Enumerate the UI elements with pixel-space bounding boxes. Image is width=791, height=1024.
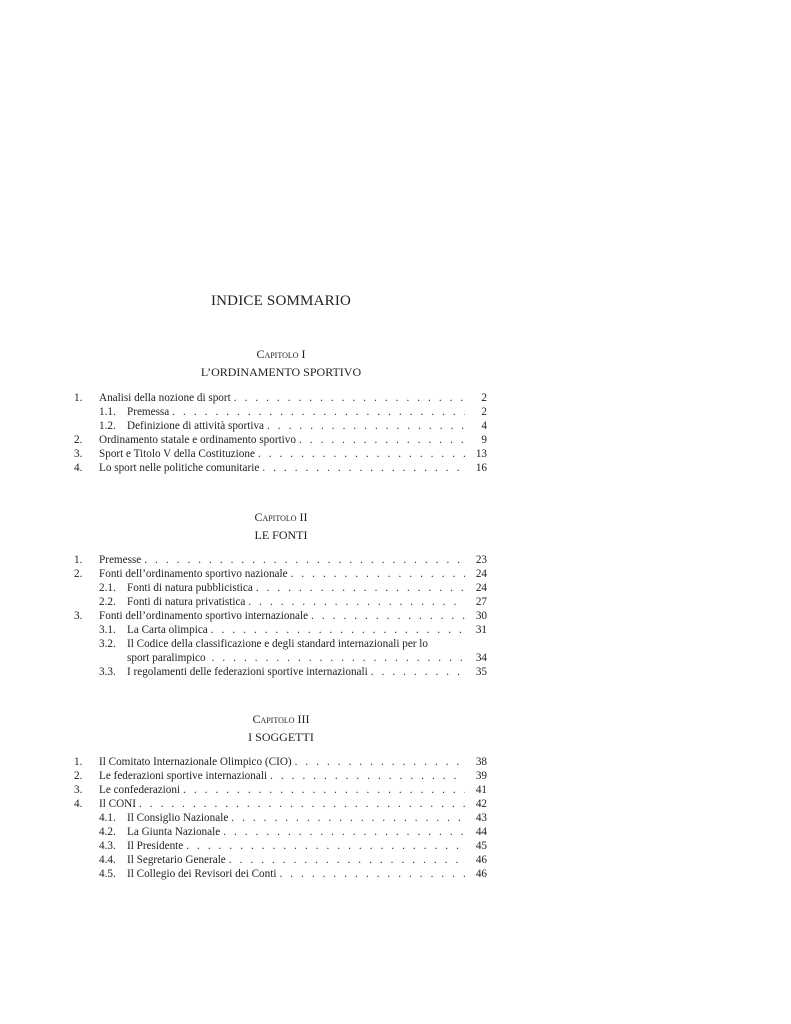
entry-page: 41 (475, 784, 487, 796)
entry-number: 4.3. (99, 840, 116, 852)
dot-leader (296, 433, 465, 447)
entry-title: Fonti dell’ordinamento sportivo internazionale (99, 610, 309, 622)
toc-entry (74, 665, 487, 679)
dot-leader (208, 623, 465, 637)
chapter-heading (0, 347, 562, 380)
toc-entry (74, 405, 487, 419)
entry-title: Il Collegio dei Revisori dei Conti (127, 868, 277, 880)
entry-title: Il Consiglio Nazionale (127, 812, 229, 824)
dot-leader (267, 769, 465, 783)
entry-number: 3. (74, 784, 83, 796)
dot-leader (308, 609, 465, 623)
entry-page: 24 (475, 568, 487, 580)
toc-entry (74, 581, 487, 595)
entry-number: 2.1. (99, 582, 116, 594)
toc-list (74, 553, 487, 679)
dot-leader (264, 419, 465, 433)
dot-leader (183, 839, 465, 853)
entry-title: Il CONI (99, 798, 136, 810)
toc-entry (74, 419, 487, 433)
dot-leader (368, 665, 465, 679)
entry-page: 31 (475, 624, 487, 636)
entry-title: La Carta olimpica (127, 624, 208, 636)
toc-entry (74, 797, 487, 811)
entry-title: Il Presidente (127, 840, 184, 852)
entry-title: Sport e Titolo V della Costituzione (99, 448, 255, 460)
entry-title: Il Comitato Internazionale Olimpico (CIO) (99, 756, 292, 768)
entry-page: 16 (475, 462, 487, 474)
toc-entry (74, 811, 487, 825)
entry-title: Premesse (99, 554, 142, 566)
entry-page: 30 (475, 610, 487, 622)
toc-entry-continuation (74, 651, 487, 665)
chapter-heading (0, 712, 562, 745)
entry-page: 23 (475, 554, 487, 566)
entry-page: 35 (475, 666, 487, 678)
entry-page: 9 (481, 434, 487, 446)
toc-entry (74, 623, 487, 637)
entry-number: 3. (74, 610, 83, 622)
dot-leader (220, 825, 465, 839)
entry-title: Fonti di natura privatistica (127, 596, 246, 608)
toc-entry (74, 567, 487, 581)
dot-leader (245, 595, 465, 609)
entry-page: 2 (481, 406, 487, 418)
entry-number: 3.2. (99, 638, 116, 650)
dot-leader (136, 797, 465, 811)
entry-page: 27 (475, 596, 487, 608)
entry-page: 13 (475, 448, 487, 460)
dot-leader (228, 811, 465, 825)
entry-number: 1.2. (99, 420, 116, 432)
dot-leader (253, 581, 465, 595)
entry-title: Fonti di natura pubblicistica (127, 582, 253, 594)
entry-page: 34 (475, 652, 487, 664)
entry-page: 39 (475, 770, 487, 782)
toc-entry (74, 637, 487, 651)
toc-entry (74, 447, 487, 461)
entry-page: 24 (475, 582, 487, 594)
chapter-label: Capitolo III (252, 712, 310, 726)
entry-number: 1. (74, 392, 83, 404)
toc-entry (74, 825, 487, 839)
dot-leader (206, 651, 465, 665)
entry-page: 46 (475, 854, 487, 866)
entry-number: 1.1. (99, 406, 116, 418)
chapter-label: Capitolo I (256, 347, 306, 361)
entry-title: Lo sport nelle politiche comunitarie (99, 462, 260, 474)
toc-entry (74, 461, 487, 475)
entry-number: 4.2. (99, 826, 116, 838)
entry-number: 2.2. (99, 596, 116, 608)
entry-number: 1. (74, 554, 83, 566)
toc-entry (74, 391, 487, 405)
entry-number: 3.1. (99, 624, 116, 636)
toc-entry (74, 867, 487, 881)
page-title: INDICE SOMMARIO (210, 293, 352, 309)
toc-entry (74, 839, 487, 853)
toc-list (74, 391, 487, 475)
chapter-title: LE FONTI (254, 528, 308, 542)
entry-title: Ordinamento statale e ordinamento sportivo (99, 434, 296, 446)
dot-leader (226, 853, 465, 867)
entry-title: Il Segretario Generale (127, 854, 226, 866)
entry-number: 3. (74, 448, 83, 460)
entry-title-continuation: sport paralimpico (127, 652, 206, 664)
dot-leader (231, 391, 465, 405)
entry-number: 2. (74, 770, 83, 782)
entry-title: La Giunta Nazionale (127, 826, 221, 838)
toc-entry (74, 553, 487, 567)
toc-entry (74, 433, 487, 447)
chapter-heading (0, 510, 562, 543)
entry-title: Il Codice della classificazione e degli standard internazionali per lo (127, 638, 429, 650)
dot-leader (288, 567, 465, 581)
entry-page: 46 (475, 868, 487, 880)
entry-title: Le federazioni sportive internazionali (99, 770, 268, 782)
entry-number: 4. (74, 798, 83, 810)
dot-leader (169, 405, 465, 419)
dot-leader (276, 867, 465, 881)
entry-title: Premessa (127, 406, 170, 418)
toc-entry (74, 609, 487, 623)
dot-leader (255, 447, 465, 461)
toc-list (74, 755, 487, 881)
toc-entry (74, 769, 487, 783)
entry-page: 4 (481, 420, 487, 432)
chapter-label: Capitolo II (254, 510, 308, 524)
chapter-title: L’ORDINAMENTO SPORTIVO (200, 365, 362, 379)
entry-page: 45 (475, 840, 487, 852)
entry-number: 4.5. (99, 868, 116, 880)
dot-leader (292, 755, 465, 769)
entry-page: 42 (475, 798, 487, 810)
entry-number: 2. (74, 568, 83, 580)
entry-number: 4.4. (99, 854, 116, 866)
entry-title: I regolamenti delle federazioni sportive internazionali (127, 666, 368, 678)
toc-entry (74, 783, 487, 797)
entry-title: Definizione di attività sportiva (127, 420, 265, 432)
entry-number: 4. (74, 462, 83, 474)
entry-page: 44 (475, 826, 487, 838)
entry-number: 2. (74, 434, 83, 446)
entry-number: 4.1. (99, 812, 116, 824)
chapter-title: I SOGGETTI (248, 730, 314, 744)
toc-entry (74, 755, 487, 769)
entry-page: 38 (475, 756, 487, 768)
dot-leader (259, 461, 465, 475)
entry-title: Analisi della nozione di sport (99, 392, 231, 404)
entry-title: Fonti dell’ordinamento sportivo nazionale (99, 568, 288, 580)
dot-leader (180, 783, 465, 797)
entry-title: Le confederazioni (99, 784, 181, 796)
entry-number: 1. (74, 756, 83, 768)
toc-entry (74, 595, 487, 609)
dot-leader (141, 553, 465, 567)
toc-entry (74, 853, 487, 867)
entry-page: 43 (475, 812, 487, 824)
entry-page: 2 (481, 392, 487, 404)
entry-number: 3.3. (99, 666, 116, 678)
